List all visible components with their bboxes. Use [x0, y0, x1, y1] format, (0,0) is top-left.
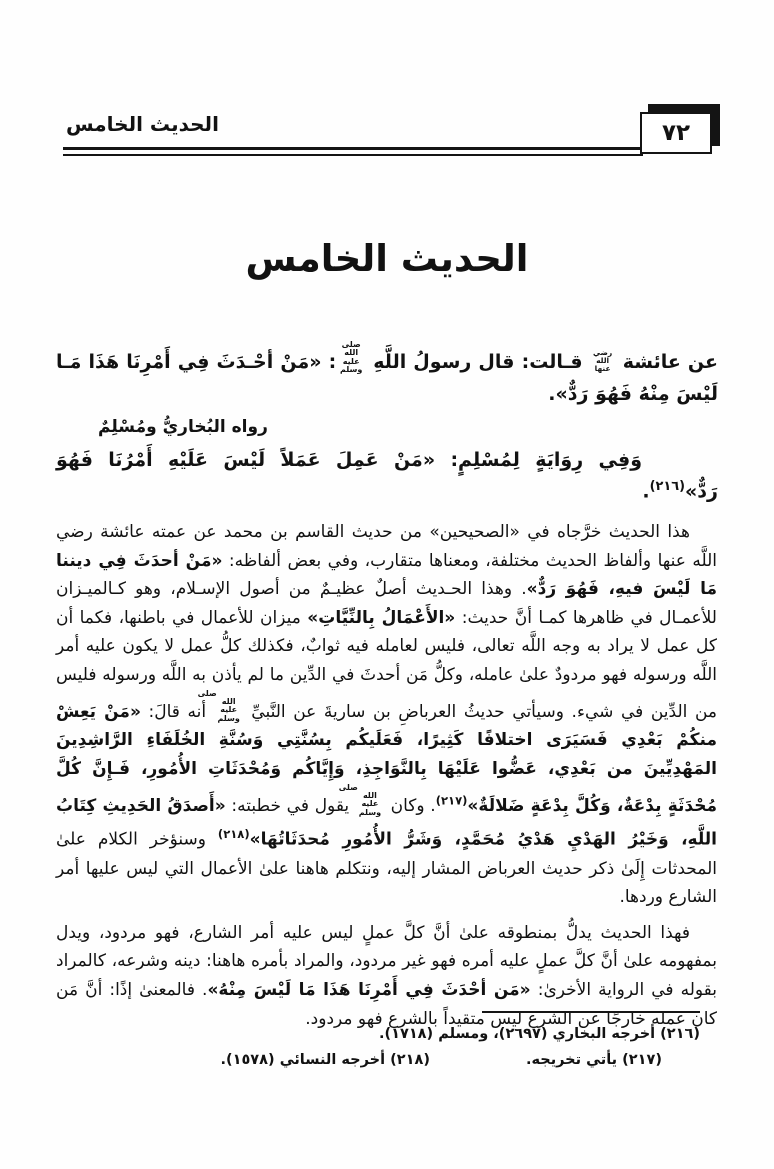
text-run: . وهذا الحـديث أصلٌ عظيـمٌ من أصول الإسـلام، وهو كـالميـزان للأعمـال في ظاهرها كمـا أنَّ حديث:	[56, 579, 717, 628]
footnote-ref: (٢١٦)	[649, 479, 686, 495]
commentary-body	[56, 518, 717, 1033]
pbuh-seal: صلى الله عليه وسلم	[339, 340, 363, 375]
body-paragraph	[56, 518, 717, 912]
text-run: ميزان للأعمال في باطنها، فكما أن كل عمل لا يراد به وجه اللَّه تعالى، فليس لعامله فيه ثوابٌ، فكذلك كلُّ عمل لا يكون عليه أمر اللَّه ورسوله فهو مردودٌ علىٰ عامله، وكلُّ مَن أحدثَ في الدِّين ما لم يأذن به اللَّه ورسوله فليس من الدِّين في شيء. وسيأتي حديثُ العرباضِ بن ساريةَ عن النَّبيِّ	[56, 607, 717, 722]
text-run: فهذا الحديث يدلُّ بمنطوقه علىٰ أنَّ كلَّ عملٍ ليس عليه أمر الشارع، فهو مردود، ويدل بمفهومه علىٰ أنَّ كلَّ عملٍ عليه أمره فهو غير مردود، والمراد بأمره هاهنا: دينه وشرعه، كالمراد بقوله في الرواية الأخرىٰ:	[56, 922, 717, 1000]
hadith-variant	[56, 445, 718, 509]
pbuh-seal: صلى الله عليه وسلم	[338, 782, 382, 817]
hadith-block	[56, 341, 718, 509]
text-run: . فالمعنىٰ إذًا: أنَّ مَن كان عمله خارجًا عن الشرع ليس متقيداً بالشرع فهو مردود.	[56, 979, 717, 1029]
running-header-title: الحديث الخامس	[66, 112, 219, 136]
text-run: : «مَنْ أحْـدَثَ فِي أَمْرِنَا هَذَا مَـا لَيْسَ مِنْهُ فَهُوَ رَدٌّ».	[56, 351, 718, 406]
footnote-ref: (٢١٨)	[217, 827, 250, 842]
hadith-matn	[56, 341, 718, 411]
text-run: قـالت: قال رسولُ اللَّهِ	[366, 351, 590, 374]
text-run: رواه البُخاريُّ ومُسْلِمٌ	[98, 416, 268, 437]
text-run: عن عائشة	[615, 351, 718, 374]
quoted-hadith-text: «الأَعْمَالُ بِالنِّيَّاتِ»	[307, 607, 456, 628]
text-run: .	[642, 480, 650, 503]
header-double-rule	[63, 147, 643, 156]
footnote-216: (٢١٦) أخرجه البخاري (٢٦٩٧)، ومسلم (١٧١٨).	[378, 1026, 700, 1042]
body-paragraph	[56, 919, 717, 1033]
text-run: أنه قالَ:	[140, 701, 214, 722]
footnote-218: (٢١٨) أخرجه النسائي (١٥٧٨).	[220, 1052, 430, 1068]
page-number-box	[640, 112, 712, 154]
footnote-line-2	[60, 1047, 700, 1073]
quoted-hadith-text: «أَصدَقُ الحَدِيثِ كِتَابُ اللَّهِ، وَخَيْرُ الهَدْيِ هَدْيُ مُحَمَّدٍ، وَشَرُّ الأُمُورِ مُحدَثَاتُهَا»	[56, 795, 717, 850]
text-run: هذا الحديث خرَّجاه في «الصحيحين» من حديث القاسم بن محمد عن عمته عائشة رضي اللَّه عنها وألفاظ الحديث مختلفة، ومعناها متقارب، وفي بعض ألفاظه:	[56, 522, 717, 571]
hadith-attribution	[56, 413, 718, 442]
footnotes	[60, 1021, 700, 1073]
text-run: وَفِي رِوَايَةٍ لِمُسْلِمٍ: «مَنْ عَمِلَ عَمَلاً لَيْسَ عَلَيْهِ أَمْرُنَا فَهُوَ رَدٌّ»	[56, 448, 718, 503]
quoted-hadith-text: «مَنْ أحدَثَ فِي ديننا مَا لَيْسَ فيهِ، فَهُوَ رَدٌّ»	[56, 550, 717, 600]
pbuh-seal: صلى الله عليه وسلم	[197, 688, 240, 723]
rda-seal: رضي الله عنها	[593, 348, 613, 374]
text-run: يقول في خطبته:	[225, 795, 355, 816]
footnote-separator-rule	[482, 1011, 700, 1013]
quoted-hadith-text: «مَنْ يَعِشْ منكُمْ بَعْدِي فَسَيَرَى اختلافًا كَثِيرًا، فَعَلَيكُم بِسُنَّتِي وَسُنَّةِ الخُلَفَاءِ الرَّاشِدِينَ المَهْدِيِّينَ من بَعْدِي، عَضُّوا عَلَيْهَا بِالنَّوَاجِذِ، وَإِيَّاكُم وَمُحْدَثَاتِ الأُمُورِ، فَـإِنَّ كُلَّ مُحْدَثَةٍ بِدْعَةٌ، وَكُلَّ بِدْعَةٍ ضَلالَةٌ»	[56, 701, 717, 816]
text-run: . وكان	[384, 795, 436, 816]
footnote-ref: (٢١٧)	[435, 793, 468, 808]
quoted-hadith-text: «مَن أحْدَثَ فِي أَمْرِنَا هَذَا مَا لَيْسَ مِنْهُ»	[207, 979, 531, 1000]
footnote-217: (٢١٧) يأتي تخريجه.	[525, 1052, 662, 1068]
page-number: ٧٢	[661, 119, 691, 146]
text-run: وسنؤخر الكلام علىٰ المحدثات إِلَىٰ ذكر حديث العرباض المشار إليه، ونتكلم هاهنا علىٰ الأعمال التي ليس عليها أمر الشارع وردها.	[56, 829, 717, 908]
chapter-title: الحديث الخامس	[245, 237, 529, 280]
